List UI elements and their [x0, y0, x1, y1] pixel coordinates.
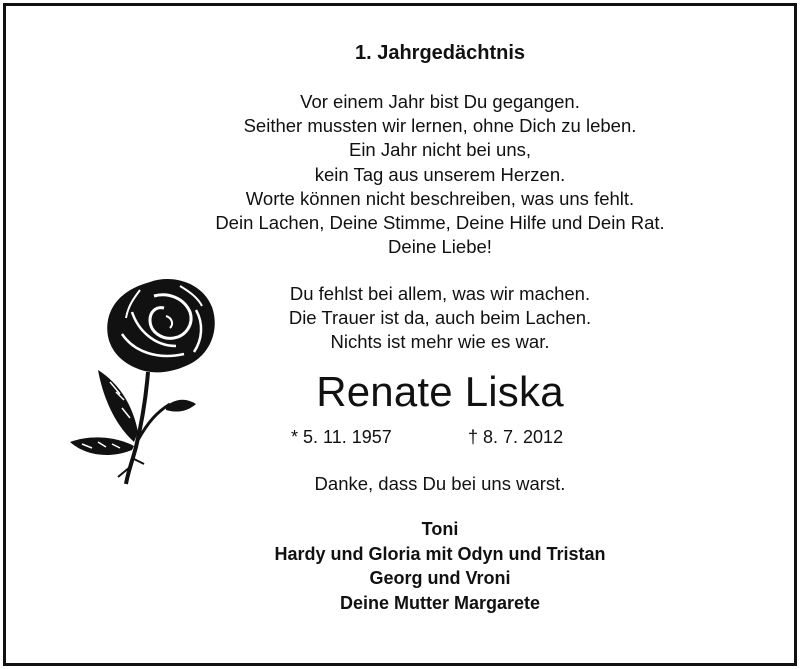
family-member: Hardy und Gloria mit Odyn und Tristan	[274, 543, 606, 564]
poem-line: Worte können nicht beschreiben, was uns fehlt.	[245, 187, 635, 209]
poem-line: Die Trauer ist da, auch beim Lachen.	[288, 307, 592, 329]
poem-line: Dein Lachen, Deine Stimme, Deine Hilfe und Dein Rat.	[215, 212, 665, 234]
poem-stanza-1	[0, 90, 800, 259]
birth-date: * 5. 11. 1957	[291, 427, 392, 447]
deceased-name: Renate Liska	[316, 368, 564, 415]
poem-line: Seither mussten wir lernen, ohne Dich zu leben.	[243, 115, 637, 137]
poem-line: Ein Jahr nicht bei uns,	[348, 139, 532, 161]
family-member: Georg und Vroni	[369, 568, 511, 588]
death-date: † 8. 7. 2012	[468, 427, 564, 447]
poem-line: Du fehlst bei allem, was wir machen.	[289, 283, 591, 304]
poem-line: Deine Liebe!	[388, 236, 492, 258]
notice-title: 1. Jahrgedächtnis	[354, 42, 526, 64]
poem-line: kein Tag aus unserem Herzen.	[314, 163, 566, 185]
family-member: Toni	[421, 519, 459, 539]
family-member: Deine Mutter Margarete	[339, 592, 541, 613]
thanks-line: Danke, dass Du bei uns warst.	[314, 473, 566, 494]
poem-line: Nichts ist mehr wie es war.	[330, 331, 550, 353]
poem-line: Vor einem Jahr bist Du gegangen.	[300, 91, 580, 112]
family-signatures	[0, 517, 800, 615]
